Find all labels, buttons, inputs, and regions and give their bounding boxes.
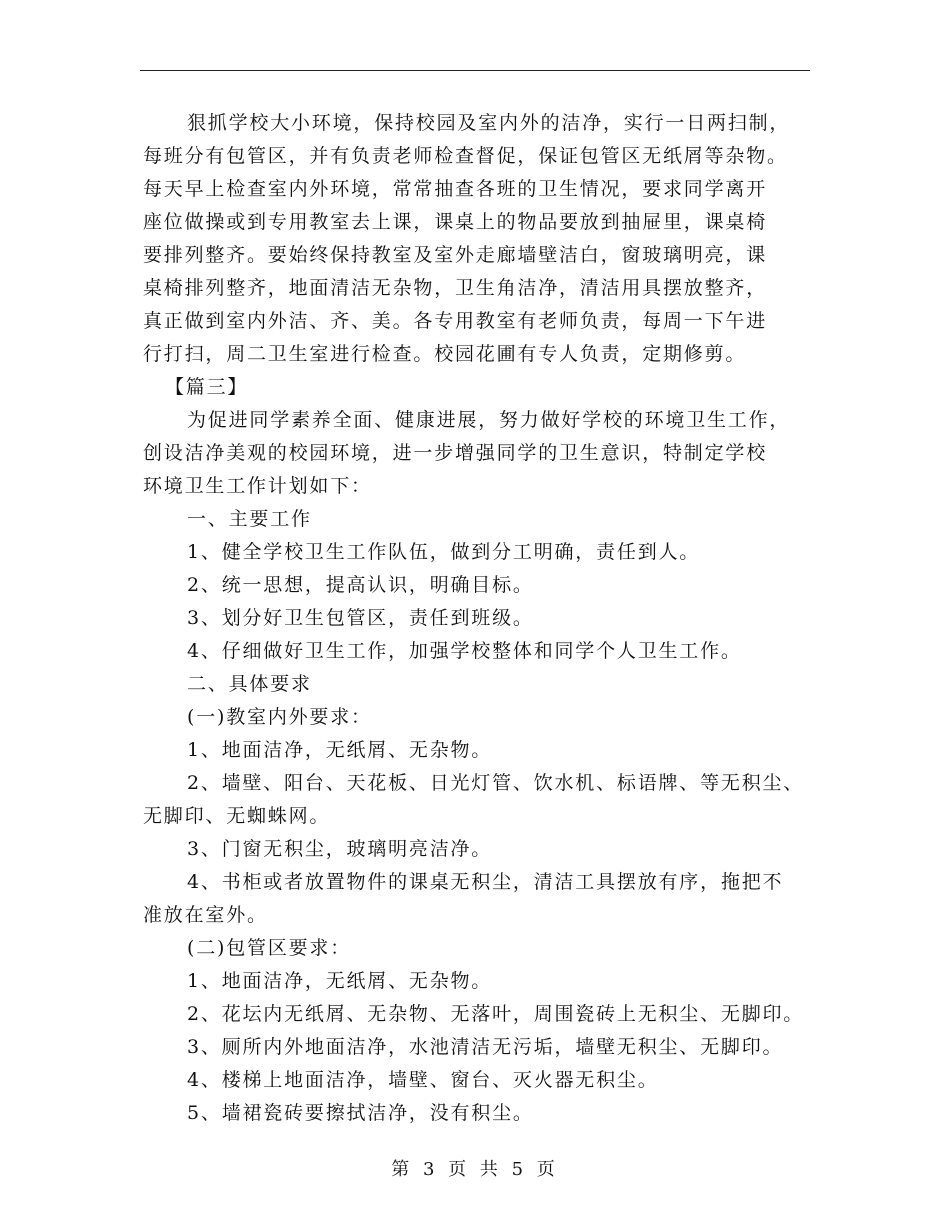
part-two-title: 二、具体要求	[187, 673, 312, 695]
page-number-footer: 第 3 页 共 5 页	[391, 1159, 559, 1180]
section-heading: 【篇三】	[165, 376, 249, 398]
paragraph-line: 每班分有包管区，并有负责老师检查督促，保证包管区无纸屑等杂物。	[143, 145, 788, 167]
paragraph-line: 环境卫生工作计划如下：	[143, 475, 372, 497]
paragraph-line: 狠抓学校大小环境，保持校园及室内外的洁净，实行一日两扫制，	[187, 112, 791, 134]
list-item: 3、划分好卫生包管区，责任到班级。	[187, 607, 534, 629]
subsection-title: (一)教室内外要求：	[187, 706, 372, 728]
list-item: 3、厕所内外地面洁净，水池清洁无污垢，墙壁无积尘、无脚印。	[187, 1036, 784, 1058]
paragraph-line: 行打扫，周二卫生室进行检查。校园花圃有专人负责，定期修剪。	[143, 343, 747, 365]
list-item: 1、地面洁净，无纸屑、无杂物。	[187, 970, 493, 992]
paragraph-line: 每天早上检查室内外环境，常常抽查各班的卫生情况，要求同学离开	[143, 178, 768, 200]
list-item: 3、门窗无积尘，玻璃明亮洁净。	[187, 838, 493, 860]
subsection-title: (二)包管区要求：	[187, 937, 352, 959]
list-item: 4、书柜或者放置物件的课桌无积尘，清洁工具摆放有序，拖把不	[187, 871, 784, 893]
list-item: 4、楼梯上地面洁净，墙壁、窗台、灭火器无积尘。	[187, 1069, 659, 1091]
document-body	[143, 107, 823, 1130]
paragraph-line: 创设洁净美观的校园环境，进一步增强同学的卫生意识，特制定学校	[143, 442, 768, 464]
list-item: 2、花坛内无纸屑、无杂物、无落叶，周围瓷砖上无积尘、无脚印。	[187, 1003, 805, 1025]
part-one-title: 一、主要工作	[187, 508, 312, 530]
list-item: 2、统一思想，提高认识，明确目标。	[187, 574, 534, 596]
paragraph-line: 桌椅排列整齐，地面清洁无杂物，卫生角洁净，清洁用具摆放整齐，	[143, 277, 768, 299]
paragraph-line: 为促进同学素养全面、健康进展，努力做好学校的环境卫生工作，	[187, 409, 791, 431]
paragraph-line: 要排列整齐。要始终保持教室及室外走廊墙壁洁白，窗玻璃明亮，课	[143, 244, 768, 266]
header-rule	[140, 70, 810, 71]
paragraph-line: 座位做操或到专用教室去上课，课桌上的物品要放到抽屉里，课桌椅	[143, 211, 768, 233]
list-item: 1、地面洁净，无纸屑、无杂物。	[187, 739, 493, 761]
list-item-continuation: 准放在室外。	[143, 904, 268, 926]
list-item-continuation: 无脚印、无蜘蛛网。	[143, 805, 331, 827]
list-item: 4、仔细做好卫生工作，加强学校整体和同学个人卫生工作。	[187, 640, 742, 662]
list-item: 5、墙裙瓷砖要擦拭洁净，没有积尘。	[187, 1102, 534, 1124]
list-item: 1、健全学校卫生工作队伍，做到分工明确，责任到人。	[187, 541, 701, 563]
paragraph-line: 真正做到室内外洁、齐、美。各专用教室有老师负责，每周一下午进	[143, 310, 768, 332]
list-item: 2、墙壁、阳台、天花板、日光灯管、饮水机、标语牌、等无积尘、	[187, 772, 805, 794]
